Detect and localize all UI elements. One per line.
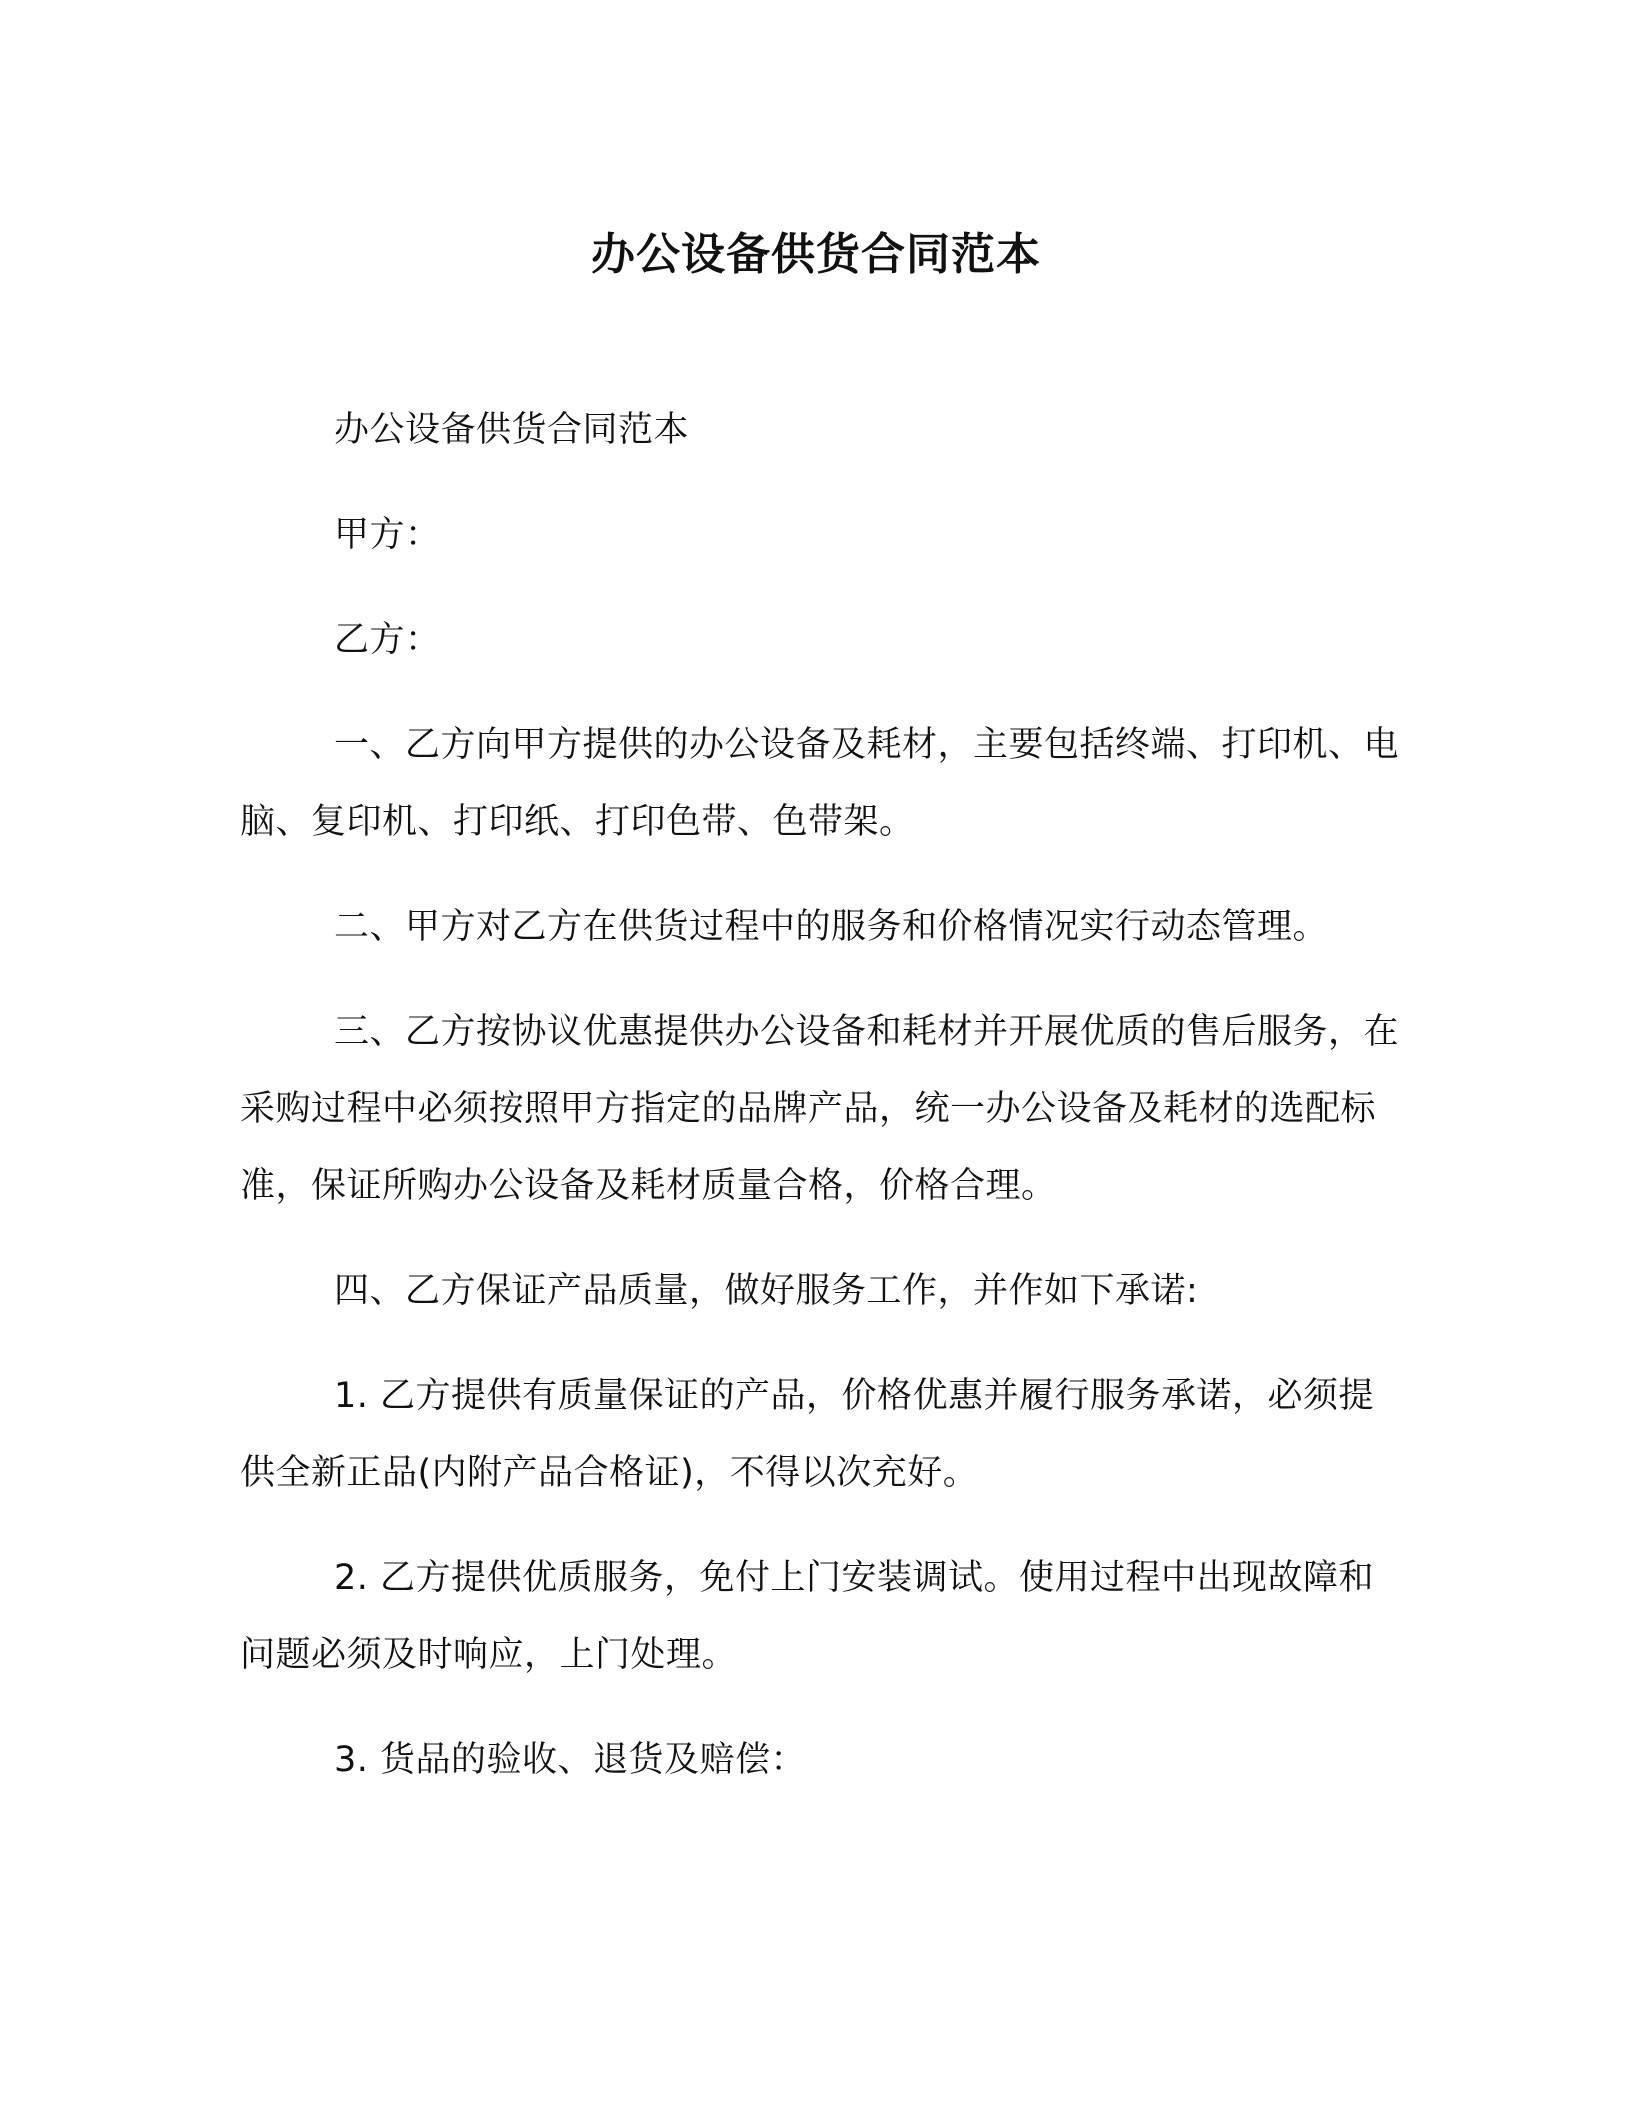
paragraph-party-b: 乙方： (334, 620, 441, 660)
document-title: 办公设备供货合同范本 (591, 229, 1041, 280)
commitment-1: 1. 乙方提供有质量保证的产品，价格优惠并履行服务承诺，必须提供全新正品(内附产品合格证)，不得以次充好。 (240, 1376, 1375, 1493)
commitment-3: 3. 货品的验收、退货及赔偿： (334, 1740, 807, 1780)
commitment-2: 2. 乙方提供优质服务，免付上门安装调试。使用过程中出现故障和问题必须及时响应，上门处理。 (240, 1558, 1375, 1675)
clause-4: 四、乙方保证产品质量，做好服务工作，并作如下承诺: (334, 1271, 1199, 1311)
document-body (240, 392, 1400, 1827)
paragraph-party-a: 甲方： (334, 515, 441, 555)
clause-3: 三、乙方按协议优惠提供办公设备和耗材并开展优质的售后服务，在采购过程中必须按照甲方指定的品牌产品，统一办公设备及耗材的选配标准，保证所购办公设备及耗材质量合格，价格合理。 (240, 1012, 1400, 1206)
clause-1: 一、乙方向甲方提供的办公设备及耗材，主要包括终端、打印机、电脑、复印机、打印纸、打印色带、色带架。 (240, 725, 1400, 842)
clause-2: 二、甲方对乙方在供货过程中的服务和价格情况实行动态管理。 (334, 907, 1329, 947)
paragraph-subtitle: 办公设备供货合同范本 (334, 410, 690, 450)
